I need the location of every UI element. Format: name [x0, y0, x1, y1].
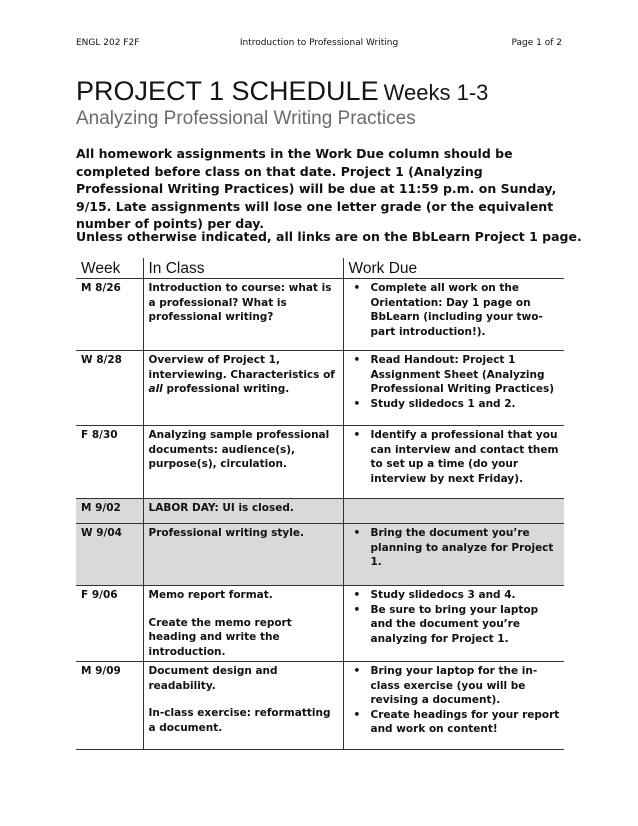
work-due-list — [349, 428, 561, 486]
in-class-text: LABOR DAY: UI is closed. — [148, 502, 294, 514]
table-row — [76, 426, 564, 499]
table-row — [76, 586, 564, 662]
table-row — [76, 279, 564, 351]
in-class-text: Memo report format. — [148, 589, 273, 601]
work-due-item: • Study slidedocs 1 and 2. — [371, 397, 561, 412]
work-due-list — [349, 526, 561, 570]
in-class-cell — [143, 426, 343, 499]
table-row — [76, 524, 564, 586]
in-class-text: Analyzing sample professional documents: audience(s), purpose(s), circulation. — [148, 429, 330, 470]
work-due-cell — [343, 279, 564, 351]
links-note: Unless otherwise indicated, all links are on the BbLearn Project 1 page. — [76, 229, 582, 244]
week-cell: W 9/04 — [76, 524, 143, 586]
title-weeks: Weeks 1-3 — [383, 80, 489, 105]
table-header-row — [76, 258, 564, 279]
title-main: PROJECT 1 SCHEDULE — [76, 76, 379, 106]
in-class-cell — [143, 351, 343, 426]
table-row — [76, 499, 564, 524]
work-due-cell — [343, 662, 564, 750]
in-class-text: Professional writing style. — [148, 527, 304, 539]
in-class-text: Introduction to course: what is a professional? What is professional writing? — [148, 282, 332, 323]
week-cell: W 8/28 — [76, 351, 143, 426]
table-row — [76, 662, 564, 750]
work-due-list — [349, 281, 561, 339]
schedule-table — [76, 258, 564, 750]
work-due-list — [349, 353, 561, 411]
work-due-cell — [343, 586, 564, 662]
document-subtitle: Analyzing Professional Writing Practices — [76, 108, 416, 129]
work-due-item: • Create headings for your report and work on content! — [371, 708, 561, 737]
work-due-cell — [343, 499, 564, 524]
week-cell: M 9/09 — [76, 662, 143, 750]
week-cell: F 8/30 — [76, 426, 143, 499]
work-due-item: • Study slidedocs 3 and 4. — [371, 588, 561, 603]
week-cell: F 9/06 — [76, 586, 143, 662]
in-class-cell — [143, 279, 343, 351]
work-due-item: • Read Handout: Project 1 Assignment Sheet (Analyzing Professional Writing Practices) — [371, 353, 561, 397]
column-header-in-class: In Class — [143, 258, 343, 279]
work-due-cell — [343, 524, 564, 586]
week-cell: M 9/02 — [76, 499, 143, 524]
in-class-text: Document design and readability. — [148, 665, 278, 692]
in-class-text: In-class exercise: reformatting a document. — [148, 707, 331, 734]
in-class-text: Create the memo report heading and write the introduction. — [148, 616, 292, 658]
intro-paragraph: All homework assignments in the Work Due column should be completed before class on that date. Project 1 (Analyzing Professional Writing Practices) will be due at 11:59 p.m. on Sunday, 9/15. Late assignments will lose one letter grade (or the equivalent number of points) per day. — [76, 146, 557, 231]
table-row — [76, 351, 564, 426]
work-due-item: • Be sure to bring your laptop and the document you’re analyzing for Project 1. — [371, 603, 561, 647]
work-due-cell — [343, 426, 564, 499]
column-header-work-due: Work Due — [343, 258, 564, 279]
in-class-cell — [143, 524, 343, 586]
in-class-cell — [143, 586, 343, 662]
work-due-item: • Bring the document you’re planning to analyze for Project 1. — [371, 526, 561, 570]
work-due-item: • Complete all work on the Orientation: Day 1 page on BbLearn (including your two-part introduction!). — [371, 281, 561, 339]
work-due-item: • Identify a professional that you can interview and contact them to set up a time (do your interview by next Friday). — [371, 428, 561, 486]
week-cell: M 8/26 — [76, 279, 143, 351]
work-due-list — [349, 588, 561, 646]
work-due-list — [349, 664, 561, 737]
in-class-text: Overview of Project 1, interviewing. Characteristics of all professional writing. — [148, 354, 335, 395]
in-class-cell — [143, 662, 343, 750]
work-due-item: • Bring your laptop for the in-class exercise (you will be revising a document). — [371, 664, 561, 708]
in-class-cell — [143, 499, 343, 524]
header-page-number: Page 1 of 2 — [511, 38, 562, 48]
header-course: ENGL 202 F2F — [76, 38, 140, 48]
work-due-cell — [343, 351, 564, 426]
header-title: Introduction to Professional Writing — [239, 38, 399, 48]
column-header-week: Week — [76, 258, 143, 279]
document-title — [76, 78, 488, 105]
